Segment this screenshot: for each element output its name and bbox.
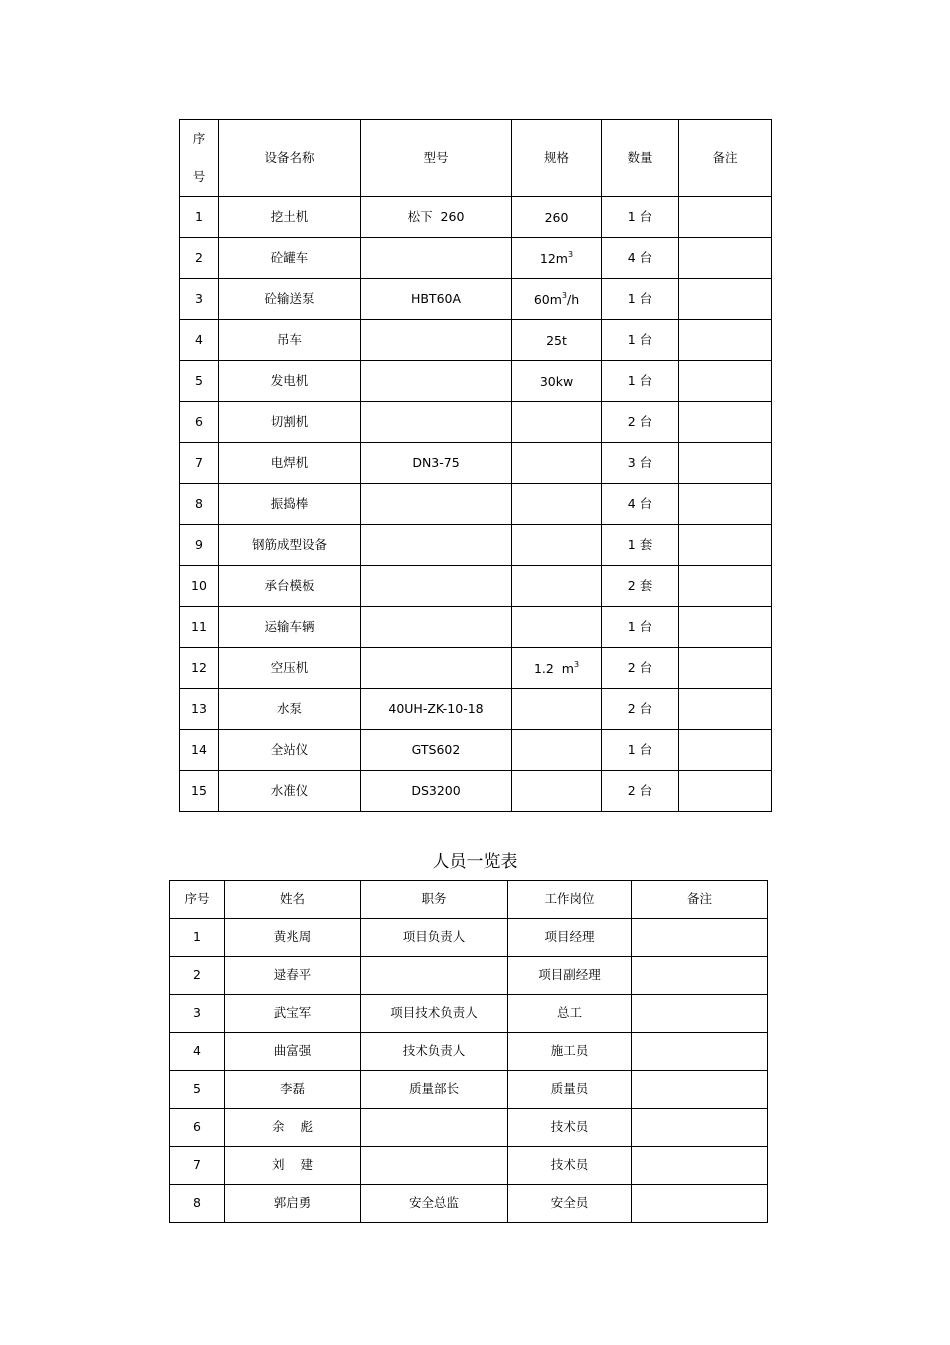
remark-cell (632, 919, 768, 957)
duty-cell: 安全总监 (361, 1185, 508, 1223)
spec-cell (512, 279, 602, 320)
table-row (180, 361, 772, 402)
table-row (170, 995, 768, 1033)
model-cell: DN3-75 (361, 443, 512, 484)
spec-superscript: 3 (568, 249, 574, 259)
equipment-name-cell: 全站仪 (219, 730, 361, 771)
equipment-name-cell: 切割机 (219, 402, 361, 443)
quantity-cell: 1 台 (602, 279, 679, 320)
seq-cell: 8 (170, 1185, 225, 1223)
seq-cell: 7 (170, 1147, 225, 1185)
seq-cell: 6 (170, 1109, 225, 1147)
header-model: 型号 (361, 120, 512, 197)
seq-cell: 13 (180, 689, 219, 730)
equipment-name-cell: 吊车 (219, 320, 361, 361)
model-cell (361, 238, 512, 279)
equipment-name-cell: 钢筋成型设备 (219, 525, 361, 566)
table-row (180, 320, 772, 361)
duty-cell (361, 1109, 508, 1147)
table-row (170, 957, 768, 995)
equipment-name-cell: 振捣棒 (219, 484, 361, 525)
spec-superscript: 3 (561, 290, 568, 300)
remark-cell (632, 1033, 768, 1071)
table-row (180, 566, 772, 607)
model-cell: GTS602 (361, 730, 512, 771)
seq-cell: 14 (180, 730, 219, 771)
equipment-name-cell: 水泵 (219, 689, 361, 730)
remark-cell (679, 730, 772, 771)
duty-cell: 质量部长 (361, 1071, 508, 1109)
post-cell: 安全员 (508, 1185, 632, 1223)
equipment-name-cell: 砼罐车 (219, 238, 361, 279)
table-row (170, 1109, 768, 1147)
seq-cell: 3 (170, 995, 225, 1033)
seq-cell: 4 (170, 1033, 225, 1071)
table-row (170, 919, 768, 957)
quantity-cell: 1 台 (602, 607, 679, 648)
quantity-cell: 2 台 (602, 402, 679, 443)
remark-cell (679, 361, 772, 402)
model-cell: 40UH-ZK-10-18 (361, 689, 512, 730)
seq-cell: 5 (180, 361, 219, 402)
seq-cell: 2 (170, 957, 225, 995)
seq-cell: 12 (180, 648, 219, 689)
equipment-name-cell: 空压机 (219, 648, 361, 689)
model-cell (361, 361, 512, 402)
equipment-header-row (180, 120, 772, 197)
table-row (170, 1185, 768, 1223)
post-cell: 技术员 (508, 1109, 632, 1147)
table-row (180, 689, 772, 730)
table-row (170, 1071, 768, 1109)
spec-value: 25t (546, 332, 567, 348)
quantity-cell: 1 台 (602, 320, 679, 361)
post-cell: 施工员 (508, 1033, 632, 1071)
spec-cell (512, 771, 602, 812)
remark-cell (632, 1109, 768, 1147)
table-row (180, 648, 772, 689)
header-quantity: 数量 (602, 120, 679, 197)
seq-cell: 2 (180, 238, 219, 279)
spec-value: 60m (533, 291, 562, 307)
seq-cell: 7 (180, 443, 219, 484)
quantity-cell: 4 台 (602, 238, 679, 279)
model-cell (361, 525, 512, 566)
spec-cell (512, 238, 602, 279)
post-cell: 总工 (508, 995, 632, 1033)
remark-cell (679, 443, 772, 484)
header-post: 工作岗位 (508, 881, 632, 919)
table-row (180, 238, 772, 279)
model-cell (361, 484, 512, 525)
spec-cell (512, 402, 602, 443)
header-remark: 备注 (632, 881, 768, 919)
header-seq: 序号 (170, 881, 225, 919)
quantity-cell: 2 台 (602, 648, 679, 689)
remark-cell (679, 402, 772, 443)
person-name-cell: 李磊 (225, 1071, 361, 1109)
model-cell (361, 402, 512, 443)
remark-cell (632, 995, 768, 1033)
spec-value: 30kw (539, 373, 574, 389)
equipment-name-cell: 挖土机 (219, 197, 361, 238)
duty-cell: 项目技术负责人 (361, 995, 508, 1033)
model-cell (361, 320, 512, 361)
spec-cell (512, 525, 602, 566)
post-cell: 质量员 (508, 1071, 632, 1109)
person-name-cell: 刘 建 (225, 1147, 361, 1185)
quantity-cell: 3 台 (602, 443, 679, 484)
remark-cell (679, 607, 772, 648)
header-spec: 规格 (512, 120, 602, 197)
header-seq-line2: 号 (192, 169, 206, 184)
quantity-cell: 4 台 (602, 484, 679, 525)
spec-cell (512, 607, 602, 648)
spec-superscript: 3 (573, 659, 580, 669)
seq-cell: 11 (180, 607, 219, 648)
spec-cell (512, 648, 602, 689)
remark-cell (679, 197, 772, 238)
spec-cell (512, 443, 602, 484)
spec-cell (512, 566, 602, 607)
remark-cell (679, 320, 772, 361)
table-row (180, 730, 772, 771)
table-row (180, 607, 772, 648)
person-name-cell: 武宝军 (225, 995, 361, 1033)
model-cell (361, 566, 512, 607)
spec-cell (512, 730, 602, 771)
person-name-cell: 黄兆周 (225, 919, 361, 957)
remark-cell (632, 957, 768, 995)
seq-cell: 4 (180, 320, 219, 361)
duty-cell (361, 957, 508, 995)
post-cell: 项目副经理 (508, 957, 632, 995)
table-row (180, 525, 772, 566)
equipment-table (179, 119, 772, 812)
duty-cell: 技术负责人 (361, 1033, 508, 1071)
remark-cell (679, 484, 772, 525)
quantity-cell: 2 套 (602, 566, 679, 607)
table-row (180, 443, 772, 484)
header-remark: 备注 (679, 120, 772, 197)
quantity-cell: 1 台 (602, 730, 679, 771)
spec-cell (512, 320, 602, 361)
duty-cell: 项目负责人 (361, 919, 508, 957)
seq-cell: 8 (180, 484, 219, 525)
table-row (180, 484, 772, 525)
table-row (170, 1033, 768, 1071)
staff-table-title: 人员一览表 (432, 852, 518, 872)
seq-cell: 1 (170, 919, 225, 957)
quantity-cell: 2 台 (602, 689, 679, 730)
header-seq-line1: 序 (192, 131, 206, 146)
model-cell: DS3200 (361, 771, 512, 812)
person-name-cell: 逯春平 (225, 957, 361, 995)
quantity-cell: 1 台 (602, 361, 679, 402)
spec-cell (512, 197, 602, 238)
remark-cell (679, 279, 772, 320)
quantity-cell: 1 套 (602, 525, 679, 566)
equipment-name-cell: 电焊机 (219, 443, 361, 484)
seq-cell: 6 (180, 402, 219, 443)
seq-cell: 9 (180, 525, 219, 566)
spec-cell (512, 689, 602, 730)
spec-value: 1.2 m (533, 660, 574, 676)
remark-cell (679, 648, 772, 689)
model-cell (361, 607, 512, 648)
post-cell: 项目经理 (508, 919, 632, 957)
person-name-cell: 余 彪 (225, 1109, 361, 1147)
table-row (170, 1147, 768, 1185)
remark-cell (679, 771, 772, 812)
post-cell: 技术员 (508, 1147, 632, 1185)
model-cell (361, 648, 512, 689)
model-cell: 松下 260 (361, 197, 512, 238)
spec-cell (512, 484, 602, 525)
table-row (180, 279, 772, 320)
remark-cell (679, 566, 772, 607)
remark-cell (679, 238, 772, 279)
staff-table (169, 880, 768, 1223)
remark-cell (679, 525, 772, 566)
quantity-cell: 2 台 (602, 771, 679, 812)
header-person-name: 姓名 (225, 881, 361, 919)
seq-cell: 15 (180, 771, 219, 812)
seq-cell: 3 (180, 279, 219, 320)
seq-cell: 10 (180, 566, 219, 607)
seq-cell: 5 (170, 1071, 225, 1109)
equipment-name-cell: 发电机 (219, 361, 361, 402)
spec-suffix: /h (567, 291, 580, 307)
header-seq (180, 120, 219, 197)
person-name-cell: 曲富强 (225, 1033, 361, 1071)
table-row (180, 197, 772, 238)
remark-cell (679, 689, 772, 730)
spec-value: 12m (539, 250, 568, 266)
equipment-name-cell: 承台模板 (219, 566, 361, 607)
spec-cell (512, 361, 602, 402)
header-duty: 职务 (361, 881, 508, 919)
quantity-cell: 1 台 (602, 197, 679, 238)
spec-value: 260 (544, 209, 569, 225)
person-name-cell: 郭启勇 (225, 1185, 361, 1223)
equipment-name-cell: 运输车辆 (219, 607, 361, 648)
staff-header-row (170, 881, 768, 919)
model-cell: HBT60A (361, 279, 512, 320)
header-equipment-name: 设备名称 (219, 120, 361, 197)
table-row (180, 771, 772, 812)
equipment-name-cell: 水准仪 (219, 771, 361, 812)
seq-cell: 1 (180, 197, 219, 238)
remark-cell (632, 1185, 768, 1223)
remark-cell (632, 1071, 768, 1109)
remark-cell (632, 1147, 768, 1185)
equipment-name-cell: 砼输送泵 (219, 279, 361, 320)
duty-cell (361, 1147, 508, 1185)
table-row (180, 402, 772, 443)
